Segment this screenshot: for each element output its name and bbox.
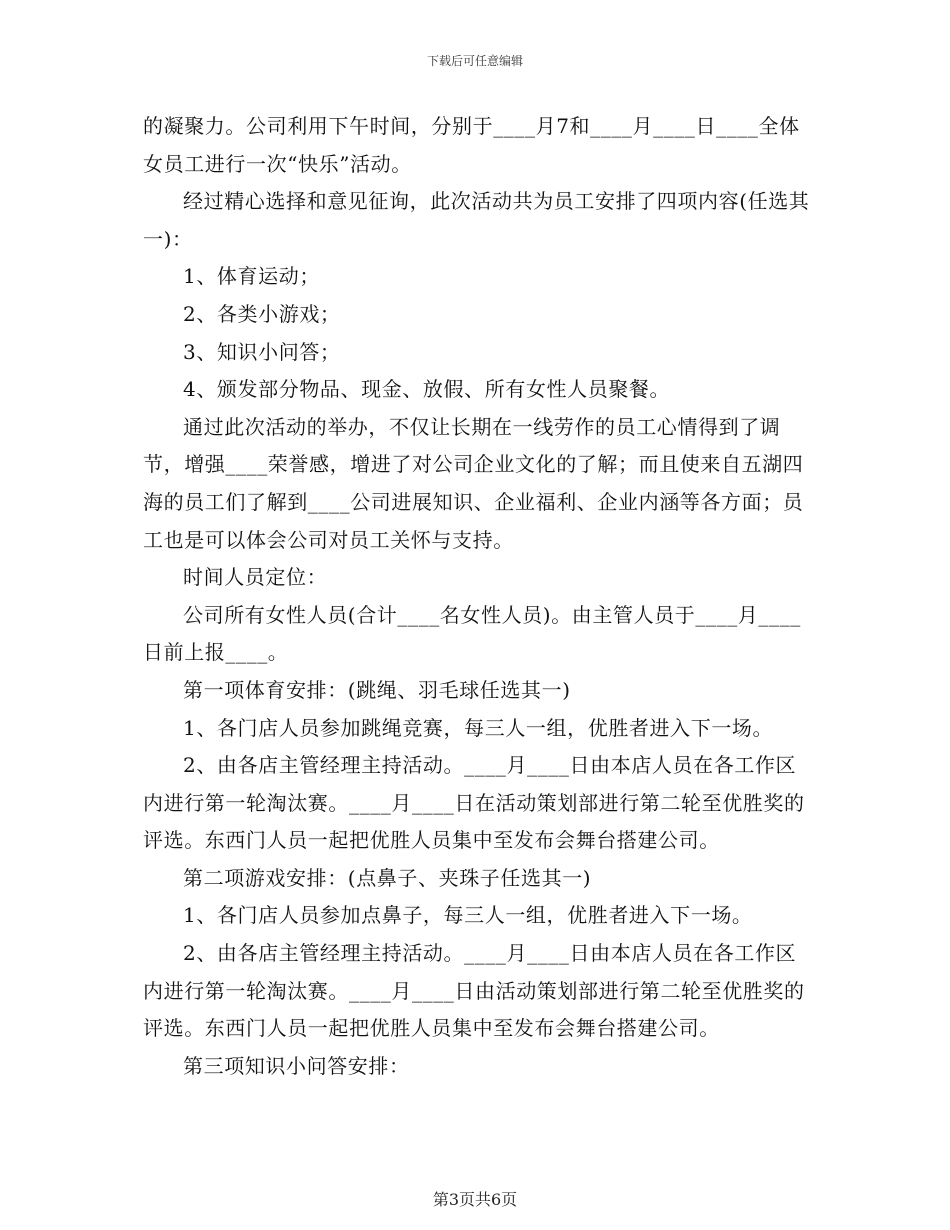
document-body [143, 108, 813, 1085]
list-item: 4、颁发部分物品、现金、放假、所有女性人员聚餐。 [183, 377, 671, 402]
list-item: 2、各类小游戏； [183, 301, 341, 326]
page-footer: 第3页共6页 [432, 1190, 518, 1209]
list-item: 2、由各店主管经理主持活动。____月____日由本店人员在各工作区内进行第一轮淘汰赛。____月____日由活动策划部进行第二轮至优胜奖的评选。东西门人员一起把优胜人员集中至发布会舞台搭建公司。 [143, 941, 805, 1041]
page-header: 下载后可任意编辑 [426, 54, 523, 68]
paragraph: 公司所有女性人员(合计____名女性人员)。由主管人员于____月____日前上报____。 [143, 602, 801, 665]
paragraph: 的凝聚力。公司利用下午时间，分别于____月7和____月____日____全体女员工进行一次“快乐”活动。 [143, 114, 800, 176]
list-item: 3、知识小问答； [183, 339, 341, 364]
paragraph: 通过此次活动的举办，不仅让长期在一线劳作的员工心情得到了调节，增强____荣誉感，增进了对公司企业文化的了解；而且使来自五湖四海的员工们了解到____公司进展知识、企业福利、企业内涵等各方面；员工也是可以体会公司对员工关怀与支持。 [143, 414, 804, 552]
section-heading: 第一项体育安排：(跳绳、羽毛球任选其一) [183, 677, 571, 702]
section-heading: 时间人员定位： [183, 565, 328, 590]
list-item: 1、各门店人员参加跳绳竞赛，每三人一组，优胜者进入下一场。 [183, 715, 774, 740]
list-item: 2、由各店主管经理主持活动。____月____日由本店人员在各工作区内进行第一轮淘汰赛。____月____日在活动策划部进行第二轮至优胜奖的评选。东西门人员一起把优胜人员集中至发布会舞台搭建公司。 [143, 753, 805, 853]
paragraph: 经过精心选择和意见征询，此次活动共为员工安排了四项内容(任选其一)： [143, 189, 810, 251]
section-heading: 第二项游戏安排：(点鼻子、夹珠子任选其一) [183, 865, 592, 890]
list-item: 1、各门店人员参加点鼻子，每三人一组，优胜者进入下一场。 [183, 903, 753, 928]
section-heading: 第三项知识小问答安排： [183, 1053, 410, 1078]
list-item: 1、体育运动； [183, 264, 320, 289]
